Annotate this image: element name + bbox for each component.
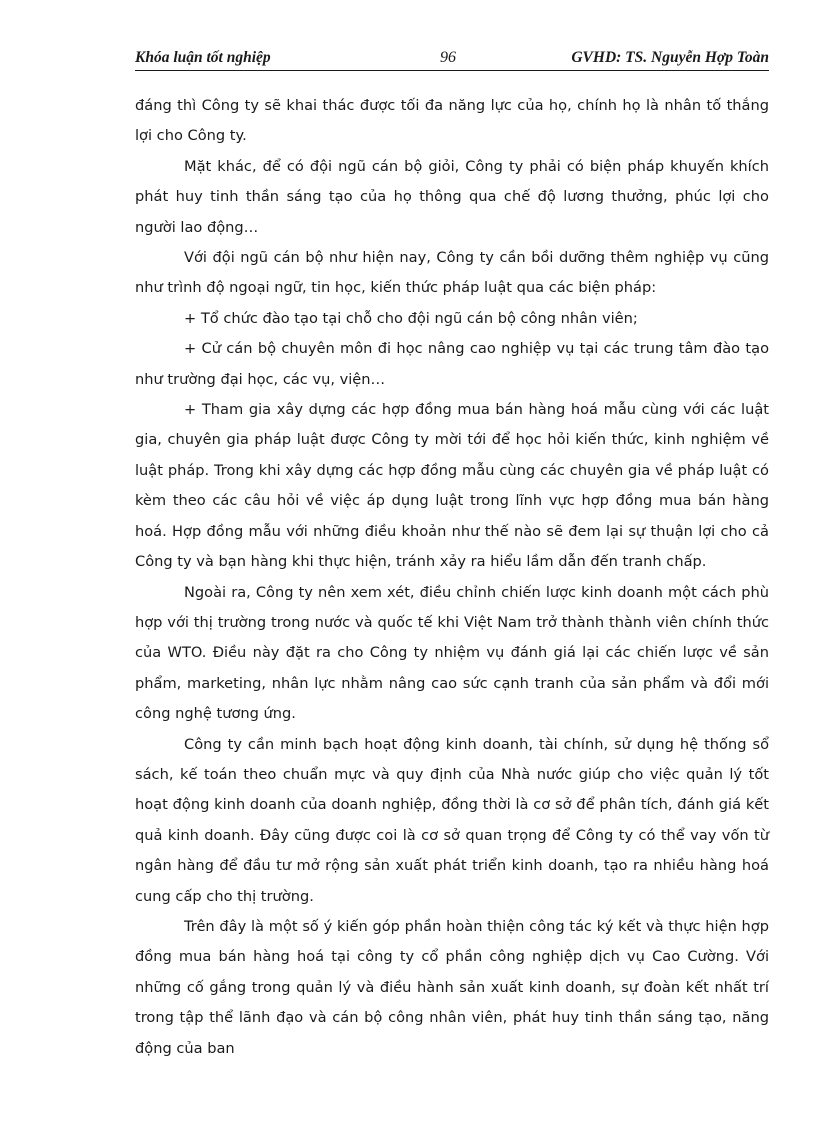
header-divider xyxy=(135,70,769,71)
page-header xyxy=(135,49,769,69)
header-thesis-title: Khóa luận tốt nghiệp xyxy=(135,49,271,66)
header-advisor: GVHD: TS. Nguyễn Hợp Toàn xyxy=(571,49,769,66)
paragraph: Với đội ngũ cán bộ như hiện nay, Công ty cần bồi dưỡng thêm nghiệp vụ cũng như trình độ ngoại ngữ, tin học, kiến thức pháp luật qua các biện pháp: xyxy=(135,249,769,297)
list-item: + Tham gia xây dựng các hợp đồng mua bán hàng hoá mẫu cùng với các luật gia, chuyên gia pháp luật được Công ty mời tới để học hỏi kiến thức, kinh nghiệm về luật pháp. Trong khi xây dựng các hợp đồng mẫu cùng các chuyên gia về pháp luật có kèm theo các câu hỏi về việc áp dụng luật trong lĩnh vực hợp đồng mua bán hàng hoá. Hợp đồng mẫu với những điều khoản như thế nào sẽ đem lại sự thuận lợi cho cả Công ty và bạn hàng khi thực hiện, tránh xảy ra hiểu lầm dẫn đến tranh chấp. xyxy=(135,401,769,571)
list-item: + Tổ chức đào tạo tại chỗ cho đội ngũ cán bộ công nhân viên; xyxy=(184,309,638,327)
paragraph: Trên đây là một số ý kiến góp phần hoàn thiện công tác ký kết và thực hiện hợp đồng mua bán hàng hoá tại công ty cổ phần công nghiệp dịch vụ Cao Cường. Với những cố gắng trong quản lý và điều hành sản xuất kinh doanh, sự đoàn kết nhất trí trong tập thể lãnh đạo và cán bộ công nhân viên, phát huy tinh thần sáng tạo, năng động của ban xyxy=(135,917,769,1057)
paragraph: Công ty cần minh bạch hoạt động kinh doanh, tài chính, sử dụng hệ thống sổ sách, kế toán theo chuẩn mực và quy định của Nhà nước giúp cho việc quản lý tốt hoạt động kinh doanh của doanh nghiệp, đồng thời là cơ sở để phân tích, đánh giá kết quả kinh doanh. Đây cũng được coi là cơ sở quan trọng để Công ty có thể vay vốn từ ngân hàng để đầu tư mở rộng sản xuất phát triển kinh doanh, tạo ra nhiều hàng hoá cung cấp cho thị trường. xyxy=(135,735,769,905)
paragraph: Mặt khác, để có đội ngũ cán bộ giỏi, Công ty phải có biện pháp khuyến khích phát huy tinh thần sáng tạo của họ thông qua chế độ lương thưởng, phúc lợi cho người lao động… xyxy=(135,157,769,236)
paragraph: Ngoài ra, Công ty nên xem xét, điều chỉnh chiến lược kinh doanh một cách phù hợp với thị trường trong nước và quốc tế khi Việt Nam trở thành thành viên chính thức của WTO. Điều này đặt ra cho Công ty nhiệm vụ đánh giá lại các chiến lược về sản phẩm, marketing, nhân lực nhằm nâng cao sức cạnh tranh của sản phẩm và đổi mới công nghệ tương ứng. xyxy=(135,583,769,723)
list-item: + Cử cán bộ chuyên môn đi học nâng cao nghiệp vụ tại các trung tâm đào tạo như trường đại học, các vụ, viện… xyxy=(135,340,769,388)
document-body xyxy=(135,91,769,1064)
header-page-number: 96 xyxy=(440,49,456,66)
paragraph: đáng thì Công ty sẽ khai thác được tối đa năng lực của họ, chính họ là nhân tố thắng lợi cho Công ty. xyxy=(135,97,769,145)
